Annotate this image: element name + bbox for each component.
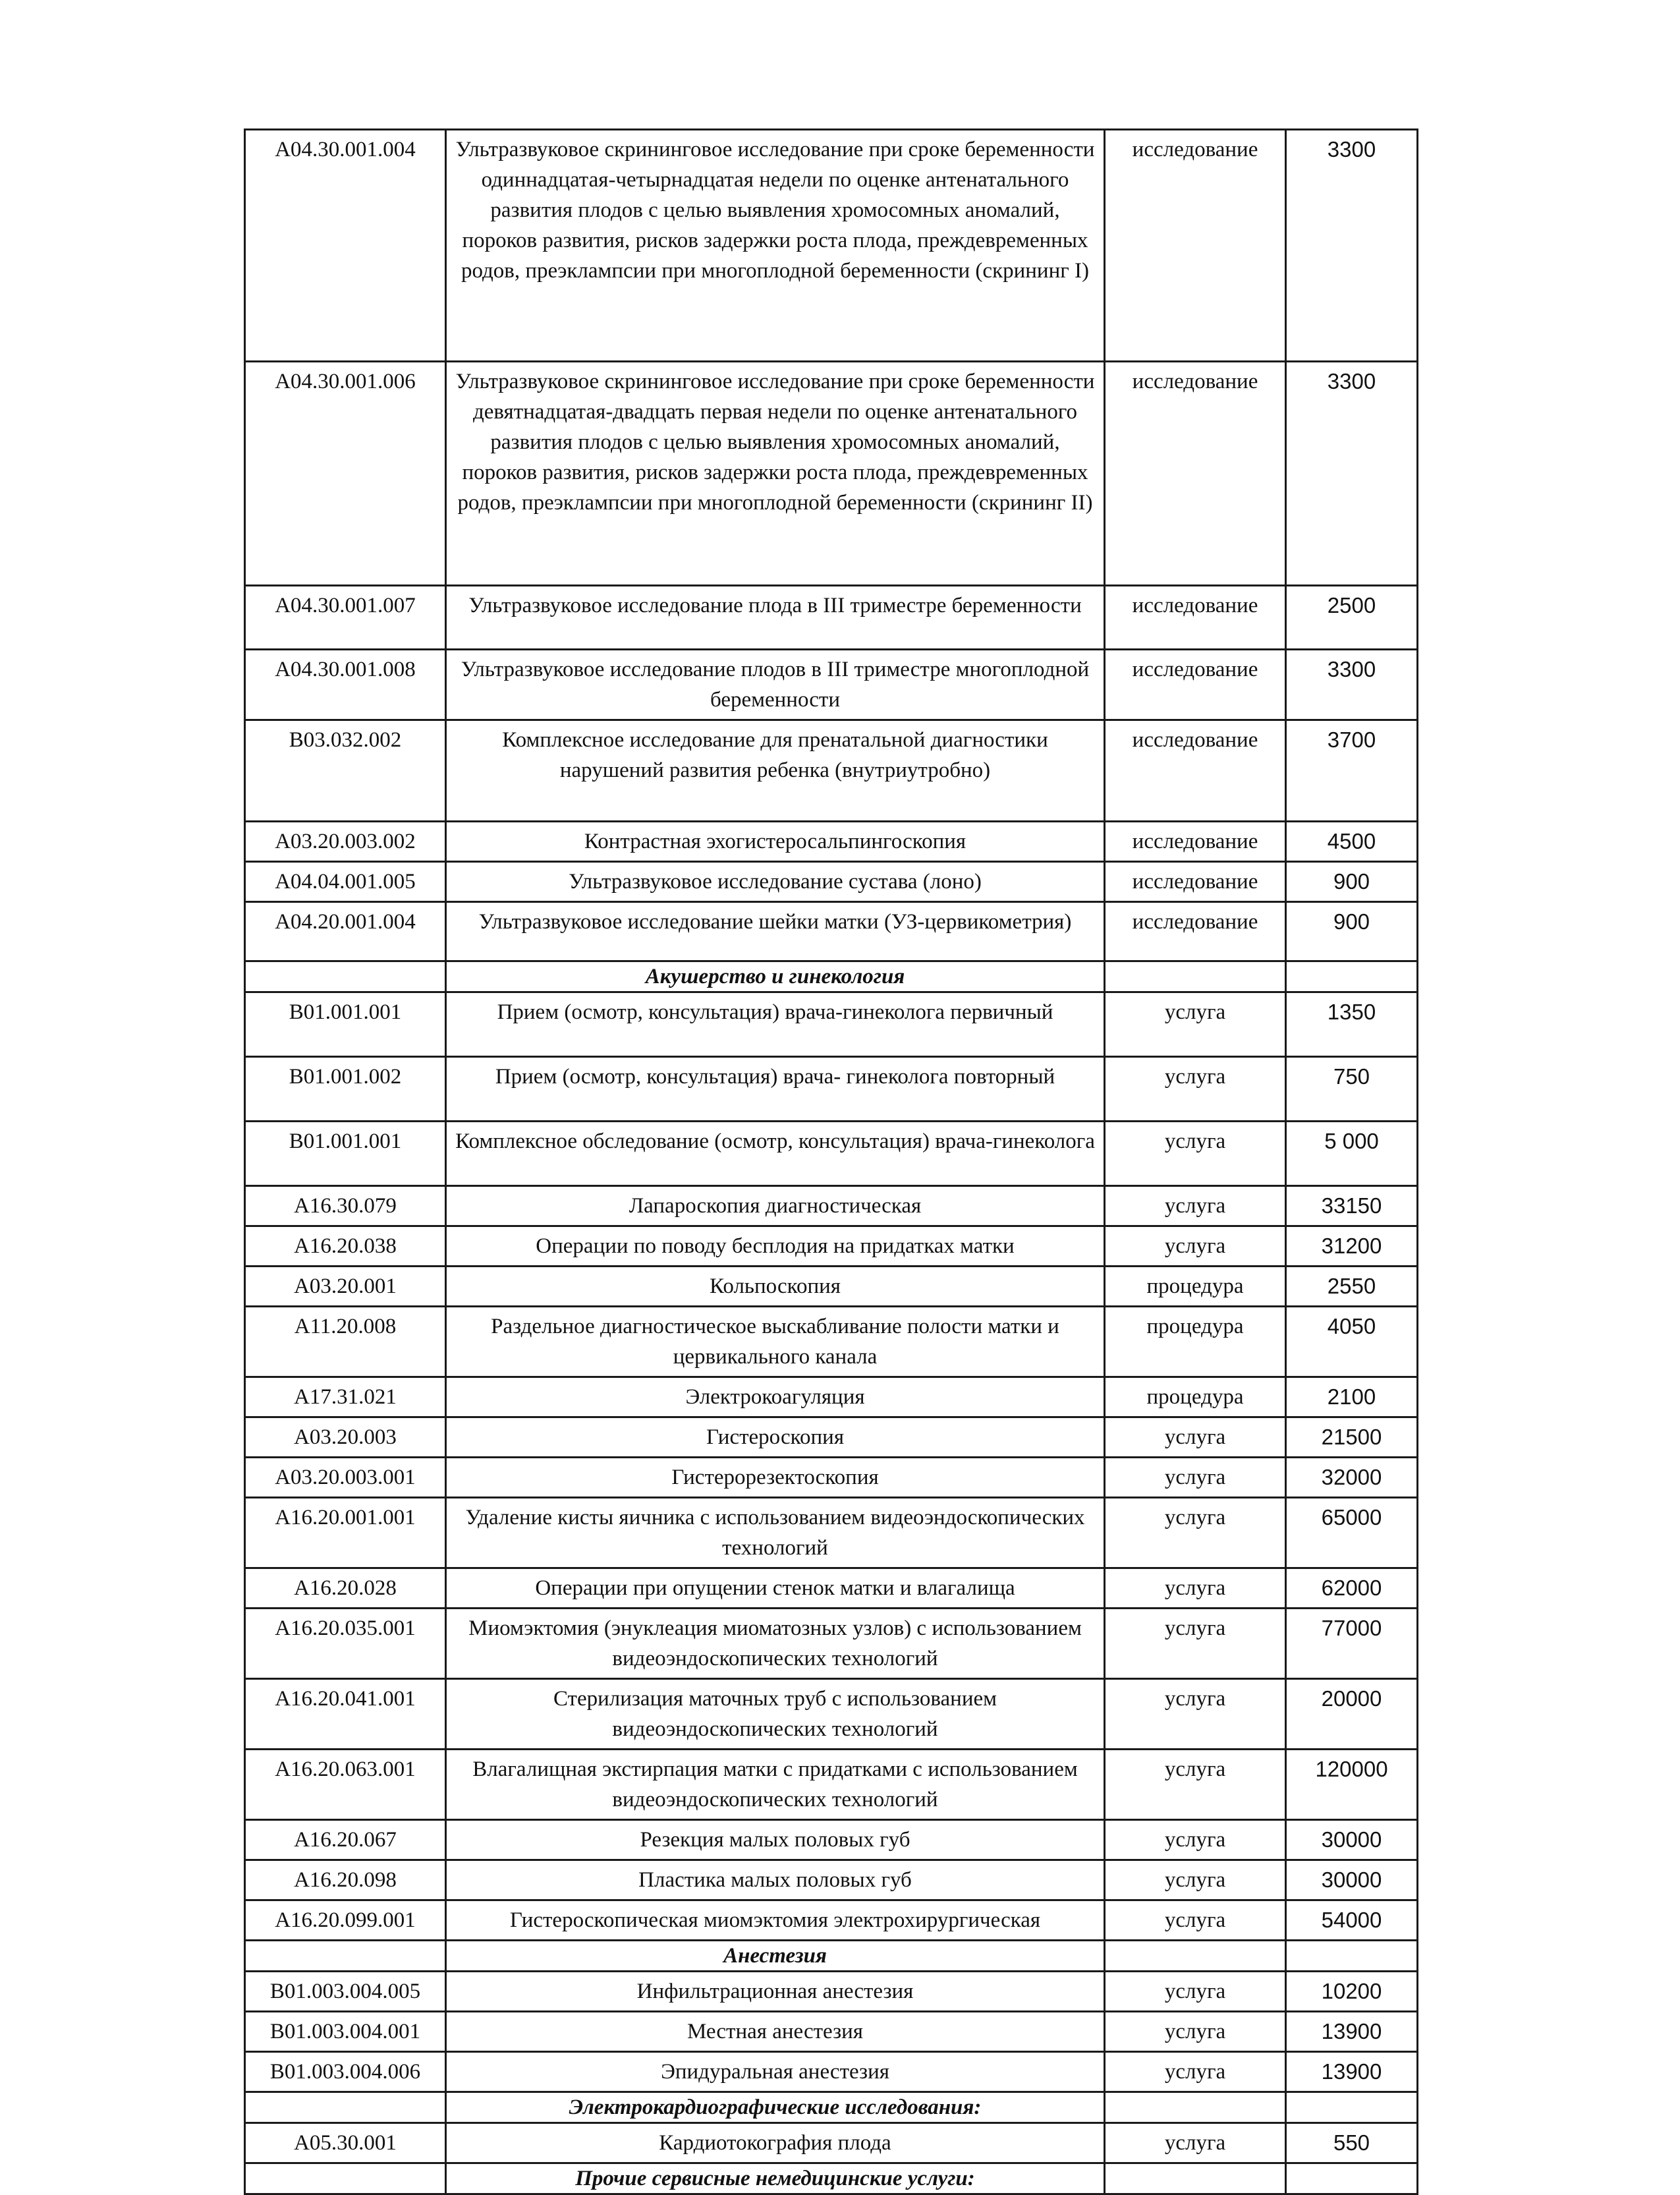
service-unit: услуга <box>1105 2123 1286 2163</box>
table-row <box>245 362 1418 586</box>
service-unit: услуга <box>1105 1498 1286 1568</box>
table-row <box>245 1267 1418 1307</box>
section-title: Анестезия <box>446 1941 1105 1972</box>
section-title: Акушерство и гинекология <box>446 961 1105 992</box>
service-name: Гистерорезектоскопия <box>446 1458 1105 1498</box>
service-price: 13900 <box>1286 2012 1418 2052</box>
section-row <box>245 2163 1418 2194</box>
service-unit: исследование <box>1105 902 1286 961</box>
service-unit: исследование <box>1105 650 1286 720</box>
service-name: Прием (осмотр, консультация) врача- гинеколога повторный <box>446 1057 1105 1122</box>
service-price: 30000 <box>1286 1820 1418 1860</box>
service-unit: услуга <box>1105 1900 1286 1941</box>
table-row <box>245 1122 1418 1186</box>
service-unit: услуга <box>1105 1972 1286 2012</box>
service-code: А17.31.021 <box>245 1377 446 1417</box>
service-unit: услуга <box>1105 1820 1286 1860</box>
service-name: Ультразвуковое исследование плодов в III триместре многоплодной беременности <box>446 650 1105 720</box>
service-code: А16.20.067 <box>245 1820 446 1860</box>
unit-cell <box>1105 2163 1286 2194</box>
service-code: А04.30.001.006 <box>245 362 446 586</box>
service-name: Ультразвуковое исследование сустава (лоно) <box>446 862 1105 902</box>
service-price: 65000 <box>1286 1498 1418 1568</box>
section-row <box>245 1941 1418 1972</box>
service-name: Комплексное исследование для пренатальной диагностики нарушений развития ребенка (внутриутробно) <box>446 720 1105 822</box>
table-row <box>245 130 1418 362</box>
service-code: В03.032.002 <box>245 720 446 822</box>
service-code: А16.20.098 <box>245 1860 446 1900</box>
table-row <box>245 862 1418 902</box>
service-name: Ультразвуковое исследование плода в III триместре беременности <box>446 586 1105 650</box>
service-code: А16.20.099.001 <box>245 1900 446 1941</box>
service-name: Ультразвуковое скрининговое исследование при сроке беременности одиннадцатая-четырнадцатая недели по оценке антенатального развития плодов с целью выявления хромосомных аномалий, пороков развития, рисков задержки роста плода, преждевременных родов, преэклампсии при многоплодной беременности (скрининг I) <box>446 130 1105 362</box>
service-price: 3300 <box>1286 130 1418 362</box>
service-name: Лапароскопия диагностическая <box>446 1186 1105 1226</box>
table-row <box>245 2123 1418 2163</box>
service-unit: исследование <box>1105 362 1286 586</box>
service-price: 2550 <box>1286 1267 1418 1307</box>
service-unit: услуга <box>1105 992 1286 1057</box>
table-row <box>245 1900 1418 1941</box>
service-unit: услуга <box>1105 1568 1286 1609</box>
table-row <box>245 1226 1418 1267</box>
service-unit: процедура <box>1105 1377 1286 1417</box>
service-unit: исследование <box>1105 586 1286 650</box>
service-name: Резекция малых половых губ <box>446 1820 1105 1860</box>
service-unit: процедура <box>1105 1307 1286 1377</box>
service-code: А03.20.003 <box>245 1417 446 1458</box>
price-list-body <box>245 130 1418 2194</box>
service-unit: услуга <box>1105 2012 1286 2052</box>
service-unit: исследование <box>1105 822 1286 862</box>
service-price: 1350 <box>1286 992 1418 1057</box>
service-price: 750 <box>1286 1057 1418 1122</box>
service-price: 550 <box>1286 2123 1418 2163</box>
service-price: 4500 <box>1286 822 1418 862</box>
service-price: 3300 <box>1286 362 1418 586</box>
service-code: А16.20.001.001 <box>245 1498 446 1568</box>
service-name: Гистероскопия <box>446 1417 1105 1458</box>
service-name: Ультразвуковое исследование шейки матки (УЗ-цервикометрия) <box>446 902 1105 961</box>
table-row <box>245 1750 1418 1820</box>
service-name: Влагалищная экстирпация матки с придатками с использованием видеоэндоскопических технологий <box>446 1750 1105 1820</box>
service-code: В01.003.004.005 <box>245 1972 446 2012</box>
service-name: Операции по поводу бесплодия на придатках матки <box>446 1226 1105 1267</box>
service-code: А04.20.001.004 <box>245 902 446 961</box>
service-code: А04.30.001.004 <box>245 130 446 362</box>
service-price: 13900 <box>1286 2052 1418 2092</box>
code-cell <box>245 2163 446 2194</box>
service-name: Инфильтрационная анестезия <box>446 1972 1105 2012</box>
section-row <box>245 961 1418 992</box>
table-row <box>245 1458 1418 1498</box>
service-unit: услуга <box>1105 1609 1286 1679</box>
service-name: Гистероскопическая миомэктомия электрохирургическая <box>446 1900 1105 1941</box>
service-code: А03.20.003.002 <box>245 822 446 862</box>
service-name: Местная анестезия <box>446 2012 1105 2052</box>
service-code: В01.001.001 <box>245 992 446 1057</box>
service-name: Комплексное обследование (осмотр, консультация) врача-гинеколога <box>446 1122 1105 1186</box>
price-list-table <box>244 128 1418 2195</box>
service-code: А16.30.079 <box>245 1186 446 1226</box>
service-unit: процедура <box>1105 1267 1286 1307</box>
service-price: 20000 <box>1286 1679 1418 1750</box>
service-price: 77000 <box>1286 1609 1418 1679</box>
table-row <box>245 1568 1418 1609</box>
service-unit: исследование <box>1105 720 1286 822</box>
table-row <box>245 1860 1418 1900</box>
service-code: А05.30.001 <box>245 2123 446 2163</box>
service-unit: услуга <box>1105 1679 1286 1750</box>
service-name: Прием (осмотр, консультация) врача-гинеколога первичный <box>446 992 1105 1057</box>
table-row <box>245 650 1418 720</box>
service-price: 120000 <box>1286 1750 1418 1820</box>
service-name: Стерилизация маточных труб с использованием видеоэндоскопических технологий <box>446 1679 1105 1750</box>
service-unit: исследование <box>1105 862 1286 902</box>
table-row <box>245 720 1418 822</box>
service-price: 30000 <box>1286 1860 1418 1900</box>
service-code: А16.20.041.001 <box>245 1679 446 1750</box>
service-code: А11.20.008 <box>245 1307 446 1377</box>
unit-cell <box>1105 1941 1286 1972</box>
service-code: В01.003.004.001 <box>245 2012 446 2052</box>
service-unit: услуга <box>1105 1057 1286 1122</box>
service-unit: услуга <box>1105 1186 1286 1226</box>
service-name: Миомэктомия (энуклеация миоматозных узлов) с использованием видеоэндоскопических технологий <box>446 1609 1105 1679</box>
service-unit: услуга <box>1105 1417 1286 1458</box>
service-price: 4050 <box>1286 1307 1418 1377</box>
table-row <box>245 1307 1418 1377</box>
service-price: 2500 <box>1286 586 1418 650</box>
service-unit: услуга <box>1105 1122 1286 1186</box>
table-row <box>245 2052 1418 2092</box>
table-row <box>245 1186 1418 1226</box>
service-code: А16.20.035.001 <box>245 1609 446 1679</box>
table-row <box>245 1972 1418 2012</box>
price-cell <box>1286 2092 1418 2123</box>
table-row <box>245 1377 1418 1417</box>
table-row <box>245 1679 1418 1750</box>
service-price: 33150 <box>1286 1186 1418 1226</box>
service-code: А16.20.063.001 <box>245 1750 446 1820</box>
service-name: Ультразвуковое скрининговое исследование при сроке беременности девятнадцатая-двадцать первая недели по оценке антенатального развития плодов с целью выявления хромосомных аномалий, пороков развития, рисков задержки роста плода, преждевременных родов, преэклампсии при многоплодной беременности (скрининг II) <box>446 362 1105 586</box>
table-row <box>245 1057 1418 1122</box>
service-code: А04.04.001.005 <box>245 862 446 902</box>
section-row <box>245 2092 1418 2123</box>
service-code: А03.20.001 <box>245 1267 446 1307</box>
section-title: Электрокардиографические исследования: <box>446 2092 1105 2123</box>
service-price: 3700 <box>1286 720 1418 822</box>
service-name: Операции при опущении стенок матки и влагалища <box>446 1568 1105 1609</box>
table-row <box>245 1417 1418 1458</box>
table-row <box>245 1820 1418 1860</box>
code-cell <box>245 1941 446 1972</box>
service-price: 2100 <box>1286 1377 1418 1417</box>
service-price: 54000 <box>1286 1900 1418 1941</box>
service-price: 900 <box>1286 902 1418 961</box>
service-code: А04.30.001.008 <box>245 650 446 720</box>
price-cell <box>1286 961 1418 992</box>
table-row <box>245 586 1418 650</box>
section-title: Прочие сервисные немедицинские услуги: <box>446 2163 1105 2194</box>
service-name: Эпидуральная анестезия <box>446 2052 1105 2092</box>
service-price: 5 000 <box>1286 1122 1418 1186</box>
service-code: В01.001.001 <box>245 1122 446 1186</box>
service-code: А16.20.038 <box>245 1226 446 1267</box>
service-name: Удаление кисты яичника с использованием видеоэндоскопических технологий <box>446 1498 1105 1568</box>
table-row <box>245 1609 1418 1679</box>
service-name: Электрокоагуляция <box>446 1377 1105 1417</box>
service-code: А03.20.003.001 <box>245 1458 446 1498</box>
unit-cell <box>1105 2092 1286 2123</box>
table-row <box>245 2012 1418 2052</box>
service-name: Кардиотокография плода <box>446 2123 1105 2163</box>
service-price: 31200 <box>1286 1226 1418 1267</box>
service-unit: услуга <box>1105 1750 1286 1820</box>
service-name: Раздельное диагностическое выскабливание полости матки и цервикального канала <box>446 1307 1105 1377</box>
table-row <box>245 822 1418 862</box>
service-code: В01.001.002 <box>245 1057 446 1122</box>
service-unit: услуга <box>1105 1860 1286 1900</box>
service-price: 32000 <box>1286 1458 1418 1498</box>
service-price: 62000 <box>1286 1568 1418 1609</box>
price-cell <box>1286 2163 1418 2194</box>
service-price: 10200 <box>1286 1972 1418 2012</box>
service-name: Пластика малых половых губ <box>446 1860 1105 1900</box>
service-name: Контрастная эхогистеросальпингоскопия <box>446 822 1105 862</box>
service-price: 900 <box>1286 862 1418 902</box>
service-price: 21500 <box>1286 1417 1418 1458</box>
price-cell <box>1286 1941 1418 1972</box>
service-price: 3300 <box>1286 650 1418 720</box>
table-row <box>245 1498 1418 1568</box>
service-unit: услуга <box>1105 1458 1286 1498</box>
code-cell <box>245 2092 446 2123</box>
service-code: А16.20.028 <box>245 1568 446 1609</box>
service-code: А04.30.001.007 <box>245 586 446 650</box>
table-row <box>245 992 1418 1057</box>
table-row <box>245 902 1418 961</box>
service-unit: исследование <box>1105 130 1286 362</box>
service-name: Кольпоскопия <box>446 1267 1105 1307</box>
code-cell <box>245 961 446 992</box>
unit-cell <box>1105 961 1286 992</box>
service-unit: услуга <box>1105 2052 1286 2092</box>
service-unit: услуга <box>1105 1226 1286 1267</box>
service-code: В01.003.004.006 <box>245 2052 446 2092</box>
